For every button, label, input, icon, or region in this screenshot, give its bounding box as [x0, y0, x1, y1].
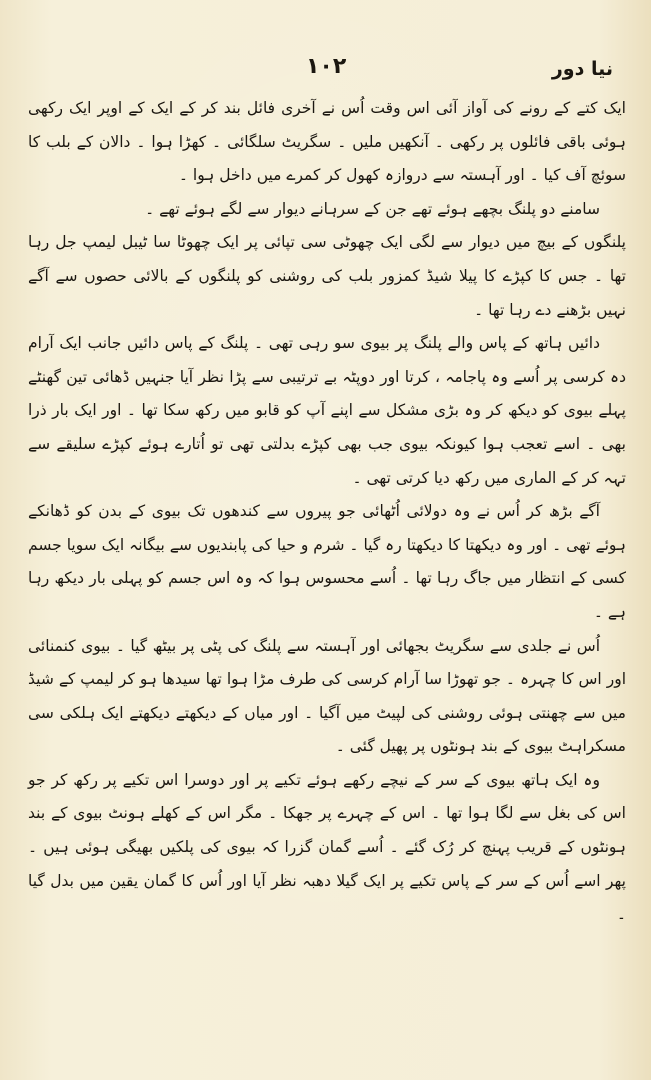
paragraph: پلنگوں کے بیچ میں دیوار سے لگی ایک چھوٹی سی تپائی پر ایک چھوٹا سا ٹیبل لیمپ جل رہا تھا ۔ جس کا کپڑے کا پیلا شیڈ کمزور بلب کی روشنی کو پلنگوں کے بالائی حصوں سے آگے نہیں بڑھنے دے رہا تھا ۔	[28, 233, 626, 319]
paragraph: ایک کتے کے رونے کی آواز آئی اس وقت اُس نے آخری فائل بند کر کے ایک کے اوپر ایک رکھی ہوئی باقی فائلوں پر رکھی ۔ آنکھیں ملیں ۔ سگریٹ سلگائی ۔ کھڑا ہوا ۔ دالان کے بلب کا سوئچ آف کیا ۔ اور آہستہ سے دروازہ کھول کر کمرے میں داخل ہوا ۔	[28, 99, 626, 185]
paragraph: آگے بڑھ کر اُس نے وہ دولائی اُٹھائی جو پیروں سے کندھوں تک بیوی کے بدن کو ڈھانکے ہوئے تھی ۔ اور وہ دیکھتا کا دیکھتا رہ گیا ۔ شرم و حیا کی پابندیوں سے بیگانہ ایک سویا جسم کسی کے انتظار میں جاگ رہا تھا ۔ اُسے محسوس ہوا کہ وہ اس جسم کو پہلی بار دیکھ رہا ہے ۔	[28, 502, 626, 621]
body-text	[28, 92, 626, 932]
page-number: ۱۰۲	[306, 54, 347, 79]
paragraph: سامنے دو پلنگ بچھے ہوئے تھے جن کے سرہانے دیوار سے لگے ہوئے تھے ۔	[145, 199, 600, 218]
paragraph: دائیں ہاتھ کے پاس والے پلنگ پر بیوی سو رہی تھی ۔ پلنگ کے پاس دائیں جانب ایک آرام دہ کرسی پر اُسے وہ پاجامہ ، کرتا اور دوپٹہ بے ترتیبی سے پڑا نظر آیا جنہیں ڈھائی تین گھنٹے پہلے بیوی کو دیکھ کر وہ بڑی مشکل سے اپنے آپ کو قابو میں رکھ سکا تھا ۔ اور ایک بار ذرا بھی ۔ اسے تعجب ہوا کیونکہ بیوی جب بھی کپڑے بدلتی تھی تو اُتارے ہوئے کپڑے سلیقے سے تہہ کر کے الماری میں رکھ دیا کرتی تھی ۔	[28, 334, 626, 487]
paragraph: اُس نے جلدی سے سگریٹ بجھائی اور آہستہ سے پلنگ کی پٹی پر بیٹھ گیا ۔ بیوی کنمنائی اور اس کا چہرہ ۔ جو تھوڑا سا آرام کرسی کی طرف مڑا ہوا تھا سیدھا ہو کر لیمپ کے شیڈ میں سے چھنتی ہوئی روشنی کی لپیٹ میں آگیا ۔ اور میاں کے دیکھتے دیکھتے ایک ہلکی سی مسکراہٹ بیوی کے بند ہونٹوں پر پھیل گئی ۔	[28, 636, 626, 756]
page-header	[72, 52, 613, 86]
running-title: نیا دور	[551, 58, 613, 80]
paragraph: وہ ایک ہاتھ بیوی کے سر کے نیچے رکھے ہوئے تکیے پر اور دوسرا اس تکیے پر رکھ کر جو اس کی بغل سے لگا ہوا تھا ۔ اس کے چہرے پر جھکا ۔ مگر اس کے کھلے ہونٹ بیوی کے بند ہونٹوں کے قریب پہنچ کر رُک گئے ۔ اُسے گمان گزرا کہ بیوی کی پلکیں بھیگی ہوئی ہیں ۔ پھر اسے اُس کے سر کے پاس تکیے پر ایک گیلا دھبہ نظر آیا اور اُس کا گمان یقین میں بدل گیا ۔	[28, 770, 626, 924]
